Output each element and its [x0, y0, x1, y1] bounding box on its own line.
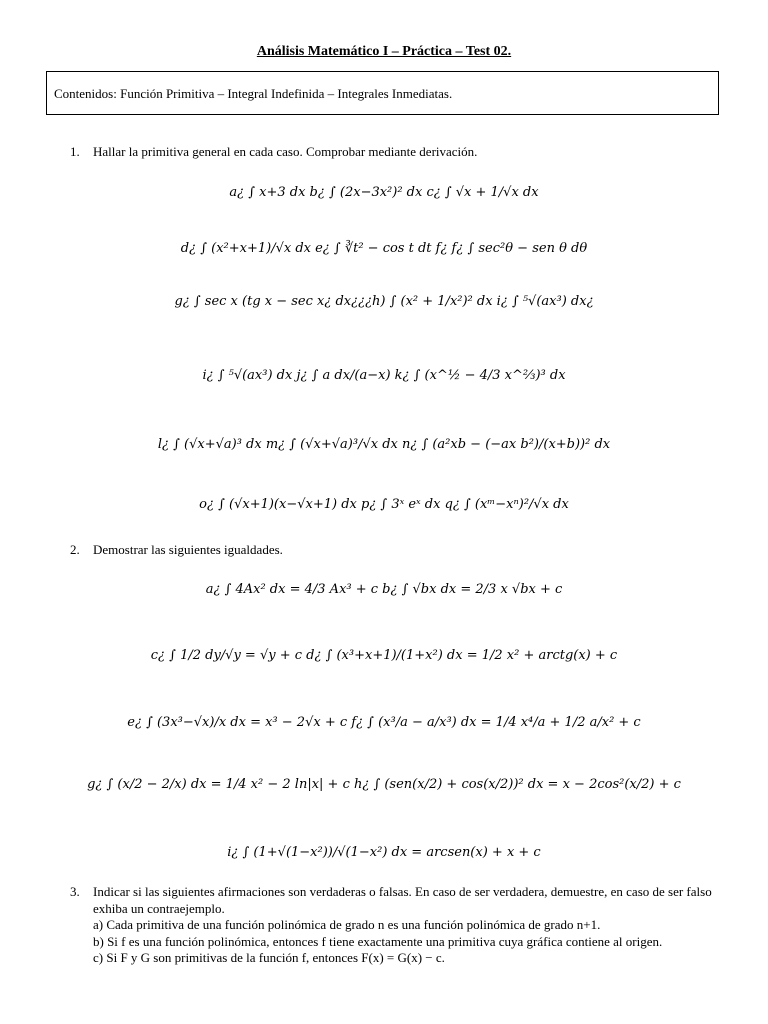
q1-row-lmn: l¿ ∫ (√x+√a)³ dx m¿ ∫ (√x+√a)³/√x dx n¿ ∫ (a²xb − (−ax b²)/(x+b))² dx — [157, 437, 611, 452]
question-3-body — [93, 884, 723, 967]
question-3-item-a: a) Cada primitiva de una función polinómica de grado n es una función polinómica de grado n+1. — [93, 917, 601, 932]
q2-row-gh: g¿ ∫ (x/2 − 2/x) dx = 1/4 x² − 2 ln|x| + c h¿ ∫ (sen(x/2) + cos(x/2))² dx = x − 2cos²(x/2) + c — [87, 777, 681, 792]
question-3-number: 3. — [70, 884, 80, 899]
q1-row-ghi: g¿ ∫ sec x (tg x − sec x¿ dx¿¿¿h) ∫ (x² + 1/x²)² dx i¿ ∫ ⁵√(ax³) dx¿ — [174, 294, 594, 309]
question-1 — [70, 144, 477, 160]
question-1-text: Hallar la primitiva general en cada caso. Comprobar mediante derivación. — [93, 144, 478, 159]
q1-row-ijk: i¿ ∫ ⁵√(ax³) dx j¿ ∫ a dx/(a−x) k¿ ∫ (x^½ − 4/3 x^⅔)³ dx — [202, 368, 566, 383]
q1-row-abc: a¿ ∫ x+3 dx b¿ ∫ (2x−3x²)² dx c¿ ∫ √x + 1/√x dx — [229, 185, 539, 200]
contents-box: Contenidos: Función Primitiva – Integral Indefinida – Integrales Inmediatas. — [46, 71, 719, 115]
page-title: Análisis Matemático I – Práctica – Test 02. — [256, 44, 512, 59]
question-3-statement: Indicar si las siguientes afirmaciones son verdaderas o falsas. En caso de ser verdadera, demuestre, en caso de ser falso exhiba un contraejemplo. — [93, 884, 712, 916]
q1-row-def: d¿ ∫ (x²+x+1)/√x dx e¿ ∫ ∛t² − cos t dt f¿ f¿ ∫ sec²θ − sen θ dθ — [180, 241, 588, 256]
q1-row-opq: o¿ ∫ (√x+1)(x−√x+1) dx p¿ ∫ 3ˣ eˣ dx q¿ ∫ (xᵐ−xⁿ)²/√x dx — [199, 497, 569, 512]
question-1-number: 1. — [70, 144, 80, 159]
question-3 — [70, 884, 93, 900]
question-3-item-b: b) Si f es una función polinómica, entonces f tiene exactamente una primitiva cuya gráfica contiene al origen. — [93, 933, 663, 949]
question-3-item-c: c) Si F y G son primitivas de la función f, entonces F(x) = G(x) − c. — [93, 950, 445, 965]
question-2 — [70, 542, 283, 558]
question-2-text: Demostrar las siguientes igualdades. — [93, 542, 283, 557]
q2-row-i: i¿ ∫ (1+√(1−x²))/√(1−x²) dx = arcsen(x) + x + c — [227, 845, 541, 860]
q2-row-ef: e¿ ∫ (3x³−√x)/x dx = x³ − 2√x + c f¿ ∫ (x³/a − a/x³) dx = 1/4 x⁴/a + 1/2 a/x² + c — [127, 715, 641, 730]
q2-row-ab: a¿ ∫ 4Ax² dx = 4/3 Ax³ + c b¿ ∫ √bx dx = 2/3 x √bx + c — [205, 582, 563, 597]
question-2-number: 2. — [70, 542, 80, 557]
q2-row-cd: c¿ ∫ 1/2 dy/√y = √y + c d¿ ∫ (x³+x+1)/(1+x²) dx = 1/2 x² + arctg(x) + c — [150, 648, 618, 663]
